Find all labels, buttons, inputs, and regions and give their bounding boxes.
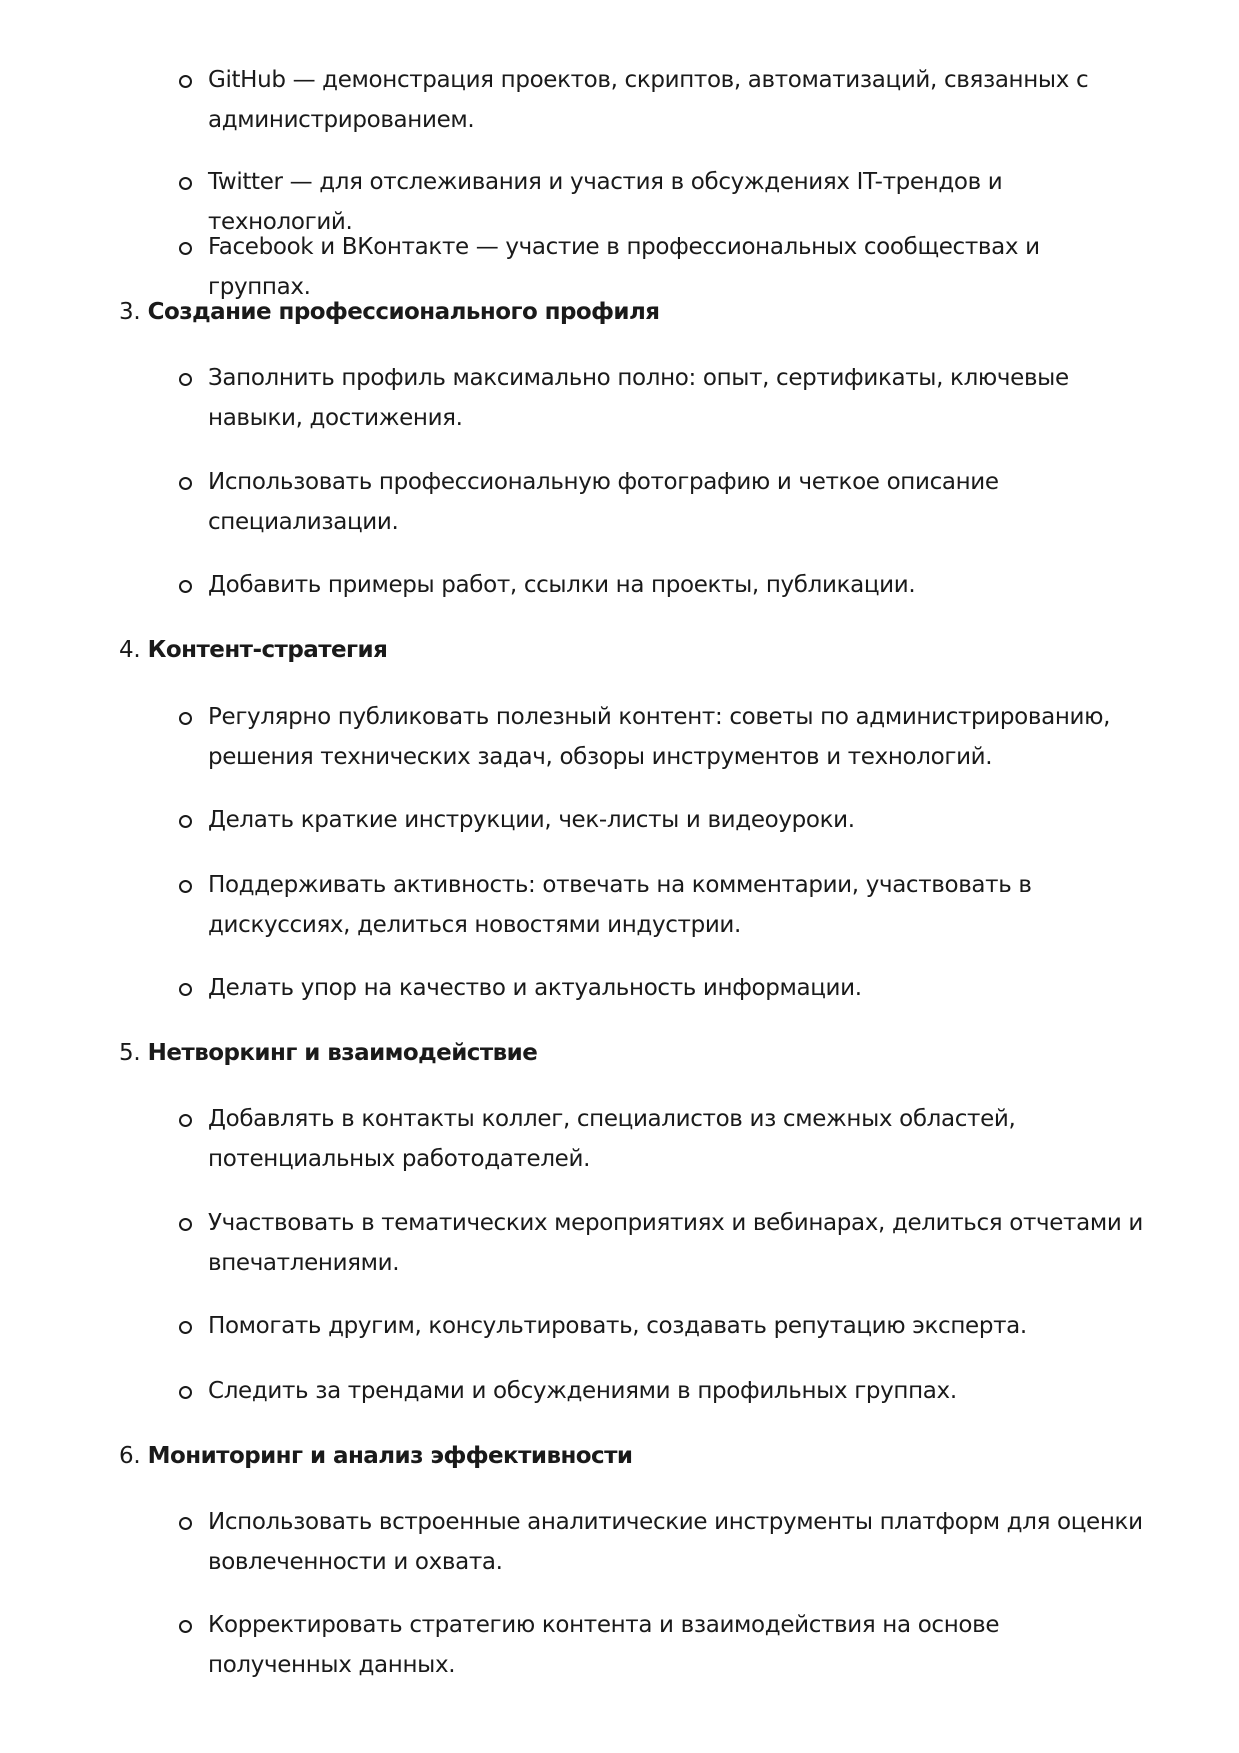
list-item-text: Добавлять в контакты коллег, специалистов из смежных областей, потенциальных работодателей. <box>208 1106 1016 1172</box>
list-item-text: Facebook и ВКонтакте — участие в профессиональных сообществах и группах. <box>208 234 1040 300</box>
list-item <box>0 865 1239 945</box>
hollow-bullet-icon <box>179 1114 192 1127</box>
section-title: Контент-стратегия <box>147 637 388 663</box>
hollow-bullet-icon <box>179 712 192 725</box>
section-number: 3. <box>119 299 141 325</box>
section-title: Мониторинг и анализ эффективности <box>147 1443 633 1469</box>
hollow-bullet-icon <box>179 477 192 490</box>
section-title: Создание профессионального профиля <box>147 299 660 325</box>
list-item-github <box>0 60 1239 140</box>
section-title: Нетворкинг и взаимодействие <box>147 1040 538 1066</box>
list-item-text: Делать краткие инструкции, чек-листы и видеоуроки. <box>208 807 855 833</box>
hollow-bullet-icon <box>179 373 192 386</box>
list-item-text: Помогать другим, консультировать, создавать репутацию эксперта. <box>208 1313 1027 1339</box>
list-item <box>0 565 1239 605</box>
section-number: 4. <box>119 637 141 663</box>
list-item <box>0 800 1239 840</box>
section-heading-4 <box>0 630 1239 670</box>
list-item-text: Заполнить профиль максимально полно: опыт, сертификаты, ключевые навыки, достижения. <box>208 365 1069 431</box>
list-item <box>0 1306 1239 1346</box>
list-item-text: Участвовать в тематических мероприятиях и вебинарах, делиться отчетами и впечатлениями. <box>208 1210 1143 1276</box>
hollow-bullet-icon <box>179 177 192 190</box>
list-item-text: Поддерживать активность: отвечать на комментарии, участвовать в дискуссиях, делиться новостями индустрии. <box>208 872 1032 938</box>
list-item <box>0 462 1239 542</box>
list-item-text: Следить за трендами и обсуждениями в профильных группах. <box>208 1378 957 1404</box>
list-item <box>0 1502 1239 1582</box>
section-heading-6 <box>0 1436 1239 1476</box>
section-heading-3 <box>0 292 1239 332</box>
list-item <box>0 1605 1239 1685</box>
hollow-bullet-icon <box>179 880 192 893</box>
list-item-text: GitHub — демонстрация проектов, скриптов, автоматизаций, связанных с администрированием. <box>208 67 1089 133</box>
list-item-text: Делать упор на качество и актуальность информации. <box>208 975 862 1001</box>
hollow-bullet-icon <box>179 580 192 593</box>
list-item <box>0 1099 1239 1179</box>
hollow-bullet-icon <box>179 1386 192 1399</box>
list-item <box>0 1371 1239 1411</box>
list-item-text: Добавить примеры работ, ссылки на проекты, публикации. <box>208 572 916 598</box>
list-item-text: Использовать профессиональную фотографию и четкое описание специализации. <box>208 469 999 535</box>
list-item <box>0 968 1239 1008</box>
list-item-text: Twitter — для отслеживания и участия в обсуждениях IT-трендов и технологий. <box>208 169 1003 235</box>
hollow-bullet-icon <box>179 815 192 828</box>
hollow-bullet-icon <box>179 1517 192 1530</box>
hollow-bullet-icon <box>179 242 192 255</box>
hollow-bullet-icon <box>179 1620 192 1633</box>
hollow-bullet-icon <box>179 75 192 88</box>
list-item <box>0 697 1239 777</box>
list-item <box>0 358 1239 438</box>
list-item-text: Корректировать стратегию контента и взаимодействия на основе полученных данных. <box>208 1612 1000 1678</box>
list-item-text: Регулярно публиковать полезный контент: советы по администрированию, решения технических задач, обзоры инструментов и технологий. <box>208 704 1111 770</box>
hollow-bullet-icon <box>179 983 192 996</box>
section-number: 5. <box>119 1040 141 1066</box>
section-heading-5 <box>0 1033 1239 1073</box>
list-item-text: Использовать встроенные аналитические инструменты платформ для оценки вовлеченности и охвата. <box>208 1509 1143 1575</box>
section-number: 6. <box>119 1443 141 1469</box>
hollow-bullet-icon <box>179 1218 192 1231</box>
list-item <box>0 1203 1239 1283</box>
hollow-bullet-icon <box>179 1321 192 1334</box>
